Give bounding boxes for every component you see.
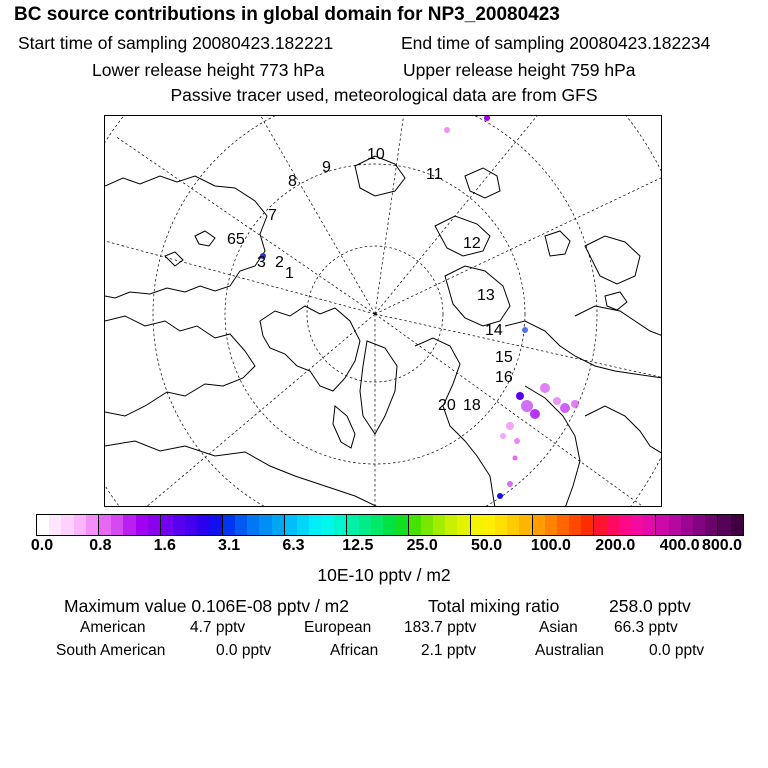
colorbar-swatch — [705, 515, 717, 535]
trajectory-label: 20 — [438, 397, 456, 414]
trajectory-label: 10 — [367, 146, 385, 163]
colorbar-swatch — [346, 515, 359, 535]
trajectory-label: 12 — [463, 235, 481, 252]
colorbar-tick-label: 400.0 — [659, 537, 700, 554]
graticule — [105, 116, 662, 507]
colorbar-swatch — [309, 515, 321, 535]
plume-cell — [522, 327, 528, 333]
colorbar-swatch — [297, 515, 309, 535]
meridian — [375, 314, 662, 378]
trajectory-label: 7 — [268, 207, 277, 224]
colorbar-tick-label: 25.0 — [406, 537, 438, 554]
colorbar-swatch — [655, 515, 668, 535]
trajectory-label: 13 — [477, 287, 495, 304]
colorbar-swatch — [470, 515, 483, 535]
colorbar-swatch — [86, 515, 98, 535]
colorbar-tick-label: 0.0 — [30, 537, 54, 554]
plume-cell — [516, 392, 524, 400]
trajectory-label: 11 — [426, 166, 443, 183]
total-mixing-value: 258.0 pptv — [609, 596, 691, 616]
meridian — [375, 176, 662, 314]
colorbar-swatch — [136, 515, 148, 535]
plume-cell — [506, 422, 514, 430]
colorbar-swatch — [607, 515, 619, 535]
plume-cell — [571, 400, 579, 408]
colorbar-swatch — [247, 515, 259, 535]
colorbar-swatch — [111, 515, 123, 535]
colorbar-tick-label: 6.3 — [282, 537, 305, 554]
colorbar-ticks — [0, 537, 768, 561]
american-value: 4.7 pptv — [190, 619, 246, 636]
colorbar-swatch — [532, 515, 545, 535]
colorbar-swatch — [421, 515, 433, 535]
colorbar — [36, 514, 744, 536]
colorbar-swatch — [123, 515, 135, 535]
australian-value: 0.0 pptv — [649, 642, 705, 659]
upper-release-label: Upper release height 759 hPa — [403, 60, 636, 80]
plume-cell — [560, 403, 570, 413]
trajectory-label: 16 — [495, 369, 513, 386]
plot-title: BC source contributions in global domain for NP3_20080423 — [14, 4, 560, 25]
colorbar-swatch — [507, 515, 519, 535]
colorbar-swatch — [643, 515, 655, 535]
plume-cell — [484, 116, 490, 121]
meridian — [115, 136, 375, 314]
african-label: African — [330, 642, 379, 659]
plume-cell — [553, 397, 561, 405]
colorbar-swatch — [37, 515, 49, 535]
trajectory-label: 3 — [257, 254, 266, 271]
colorbar-swatch — [49, 515, 61, 535]
colorbar-tick-label: 100.0 — [530, 537, 571, 554]
colorbar-swatch — [631, 515, 643, 535]
plume-cell — [540, 383, 550, 393]
colorbar-swatch — [259, 515, 271, 535]
colorbar-tick-label: 800.0 — [701, 537, 743, 554]
colorbar-unit: 10E-10 pptv / m2 — [317, 565, 451, 585]
south-american-label: South American — [56, 642, 166, 659]
colorbar-swatch — [669, 515, 681, 535]
meridian — [375, 116, 545, 314]
plume-cell — [513, 456, 518, 461]
colorbar-swatch — [519, 515, 531, 535]
trajectory-label: 2 — [275, 254, 284, 271]
colorbar-swatch — [160, 515, 173, 535]
colorbar-swatch — [408, 515, 421, 535]
colorbar-swatch — [483, 515, 495, 535]
colorbar-tick-label: 3.1 — [217, 537, 241, 554]
colorbar-swatch — [445, 515, 457, 535]
colorbar-swatch — [173, 515, 185, 535]
colorbar-swatch — [383, 515, 395, 535]
plume-cell — [530, 409, 540, 419]
colorbar-swatch — [581, 515, 593, 535]
colorbar-swatch — [681, 515, 693, 535]
colorbar-swatch — [371, 515, 383, 535]
total-mixing-label: Total mixing ratio — [428, 596, 560, 616]
colorbar-swatch — [235, 515, 247, 535]
polar-map — [104, 115, 662, 507]
colorbar-swatch — [321, 515, 333, 535]
colorbar-swatch — [61, 515, 73, 535]
colorbar-swatch — [619, 515, 631, 535]
colorbar-swatch — [457, 515, 469, 535]
colorbar-swatch — [731, 515, 743, 535]
colorbar-swatch — [593, 515, 606, 535]
trajectory-label: 9 — [322, 159, 331, 176]
australian-label: Australian — [535, 642, 604, 659]
meridian — [105, 241, 375, 314]
plume-cell — [514, 438, 520, 444]
european-value: 183.7 pptv — [404, 619, 477, 636]
tracer-note: Passive tracer used, meteorological data are from GFS — [170, 85, 598, 105]
american-label: American — [80, 619, 146, 636]
trajectory-label: 1 — [285, 265, 294, 282]
trajectory-label: 14 — [485, 322, 503, 339]
colorbar-tick-label: 50.0 — [470, 537, 503, 554]
colorbar-swatch — [433, 515, 445, 535]
colorbar-swatch — [272, 515, 284, 535]
colorbar-tick-label: 200.0 — [595, 537, 636, 554]
colorbar-swatch — [495, 515, 507, 535]
max-value-label: Maximum value 0.106E-08 pptv / m2 — [64, 596, 349, 616]
plume-cell — [444, 127, 450, 133]
colorbar-tick-label: 1.6 — [153, 537, 176, 554]
map-canvas — [105, 116, 662, 507]
colorbar-swatch — [185, 515, 197, 535]
colorbar-swatch — [395, 515, 407, 535]
colorbar-tick-label: 12.5 — [342, 537, 374, 554]
colorbar-swatch — [210, 515, 222, 535]
trajectory-label: 8 — [288, 173, 297, 190]
colorbar-swatch — [557, 515, 569, 535]
african-value: 2.1 pptv — [421, 642, 477, 659]
plume-cell — [500, 433, 506, 439]
colorbar-swatch — [284, 515, 297, 535]
latitude-circle — [105, 116, 662, 507]
end-time-label: End time of sampling 20080423.182234 — [401, 33, 711, 53]
colorbar-swatch — [717, 515, 730, 535]
plume-cell — [521, 400, 533, 412]
colorbar-swatch — [74, 515, 86, 535]
asian-label: Asian — [539, 619, 578, 636]
start-time-label: Start time of sampling 20080423.182221 — [18, 33, 334, 53]
plume-cell — [497, 493, 503, 499]
colorbar-swatch — [569, 515, 581, 535]
colorbar-swatch — [222, 515, 235, 535]
european-label: European — [304, 619, 372, 636]
asian-value: 66.3 pptv — [614, 619, 678, 636]
trajectory-labels — [227, 146, 513, 414]
colorbar-tick-label: 0.8 — [89, 537, 112, 554]
colorbar-swatch — [545, 515, 557, 535]
coastlines — [105, 156, 662, 507]
meridian — [375, 314, 645, 507]
colorbar-swatch — [359, 515, 371, 535]
colorbar-swatch — [693, 515, 705, 535]
plume-cell — [507, 481, 513, 487]
trajectory-label: 15 — [495, 349, 513, 366]
colorbar-swatch — [148, 515, 160, 535]
trajectory-label: 18 — [463, 397, 481, 414]
colorbar-swatch — [197, 515, 209, 535]
trajectory-label: 65 — [227, 231, 245, 248]
colorbar-swatch — [98, 515, 111, 535]
lower-release-label: Lower release height 773 hPa — [92, 60, 325, 80]
colorbar-swatch — [334, 515, 346, 535]
south-american-value: 0.0 pptv — [216, 642, 272, 659]
latitude-circle — [153, 116, 597, 507]
